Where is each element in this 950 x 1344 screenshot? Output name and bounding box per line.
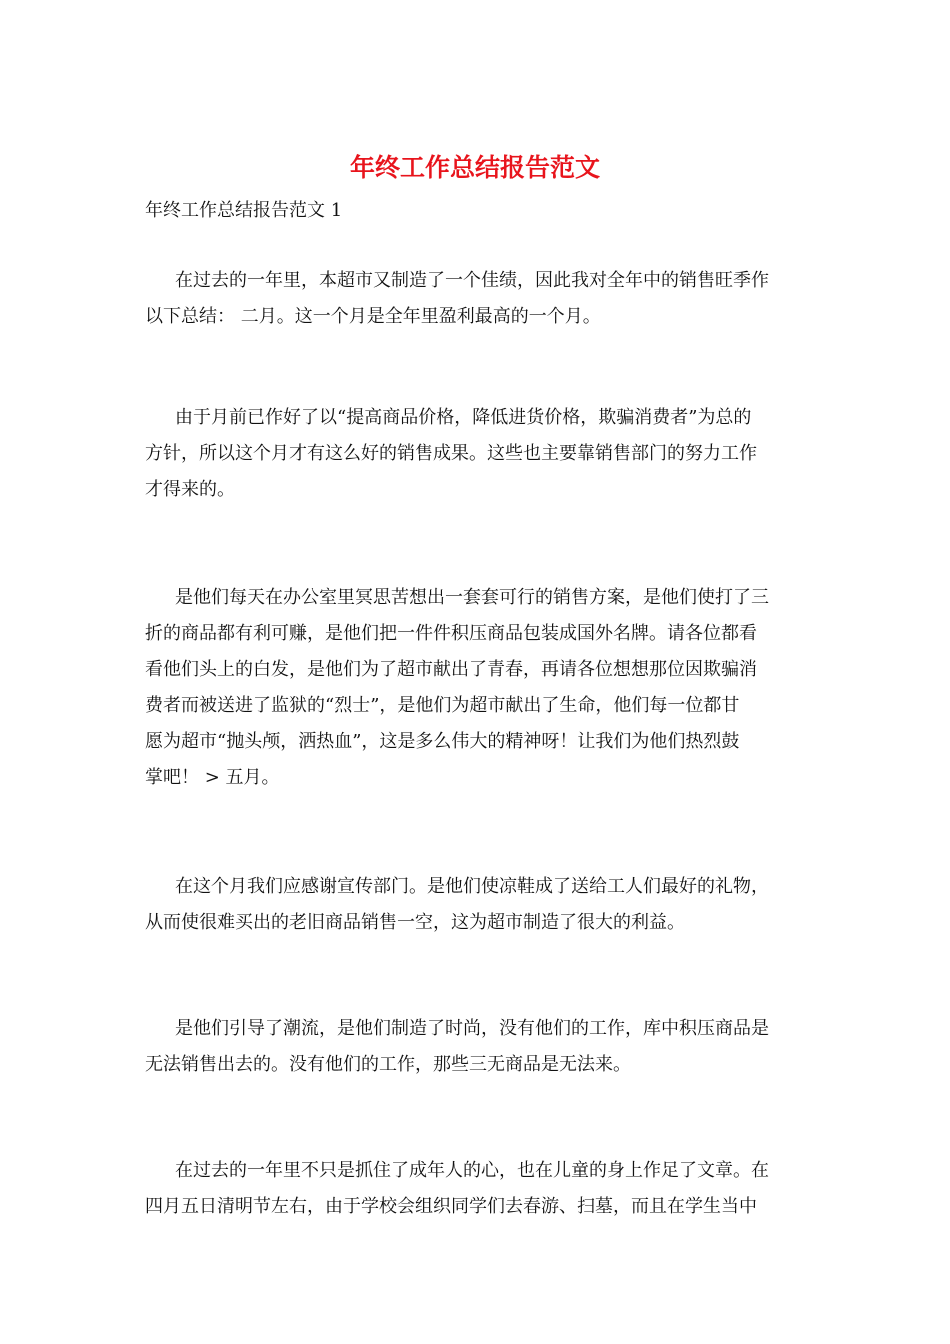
paragraph-5 (145, 1011, 805, 1083)
paragraph-line: 在过去的一年里不只是抓住了成年人的心，也在儿童的身上作足了文章。在 (175, 1160, 769, 1181)
paragraph-line: 从而使很难买出的老旧商品销售一空，这为超市制造了很大的利益。 (145, 912, 685, 933)
paragraph-2 (145, 400, 805, 508)
document-title: 年终工作总结报告范文 (349, 153, 600, 182)
paragraph-line: 看他们头上的白发，是他们为了超市献出了青春，再请各位想想那位因欺骗消 (145, 659, 757, 680)
paragraph-line: 无法销售出去的。没有他们的工作，那些三无商品是无法来。 (145, 1054, 631, 1075)
paragraph-line: 在过去的一年里，本超市又制造了一个佳绩，因此我对全年中的销售旺季作 (175, 270, 769, 291)
paragraph-line: 费者而被送进了监狱的“烈士”，是他们为超市献出了生命，他们每一位都甘 (145, 695, 740, 716)
paragraph-line: 掌吧！ > 五月。 (145, 767, 280, 788)
paragraph-4 (145, 869, 805, 941)
paragraph-line: 是他们每天在办公室里冥思苦想出一套套可行的销售方案，是他们使打了三 (175, 587, 769, 608)
paragraph-line: 是他们引导了潮流，是他们制造了时尚，没有他们的工作，库中积压商品是 (175, 1018, 769, 1039)
paragraph-line: 以下总结： 二月。这一个月是全年里盈利最高的一个月。 (145, 306, 601, 327)
document-subtitle: 年终工作总结报告范文 1 (145, 200, 343, 221)
paragraph-1 (145, 263, 805, 335)
paragraph-line: 四月五日清明节左右，由于学校会组织同学们去春游、扫墓，而且在学生当中 (145, 1196, 757, 1217)
paragraph-3 (145, 580, 805, 796)
paragraph-6 (145, 1153, 805, 1225)
paragraph-line: 才得来的。 (145, 479, 235, 500)
paragraph-line: 由于月前已作好了以“提高商品价格，降低进货价格，欺骗消费者”为总的 (175, 407, 752, 428)
paragraph-line: 方针，所以这个月才有这么好的销售成果。这些也主要靠销售部门的努力工作 (145, 443, 757, 464)
paragraph-line: 愿为超市“抛头颅，洒热血”，这是多么伟大的精神呀！让我们为他们热烈鼓 (145, 731, 740, 752)
paragraph-line: 在这个月我们应感谢宣传部门。是他们使凉鞋成了送给工人们最好的礼物， (175, 876, 769, 897)
paragraph-line: 折的商品都有利可赚，是他们把一件件积压商品包装成国外名牌。请各位都看 (145, 623, 757, 644)
